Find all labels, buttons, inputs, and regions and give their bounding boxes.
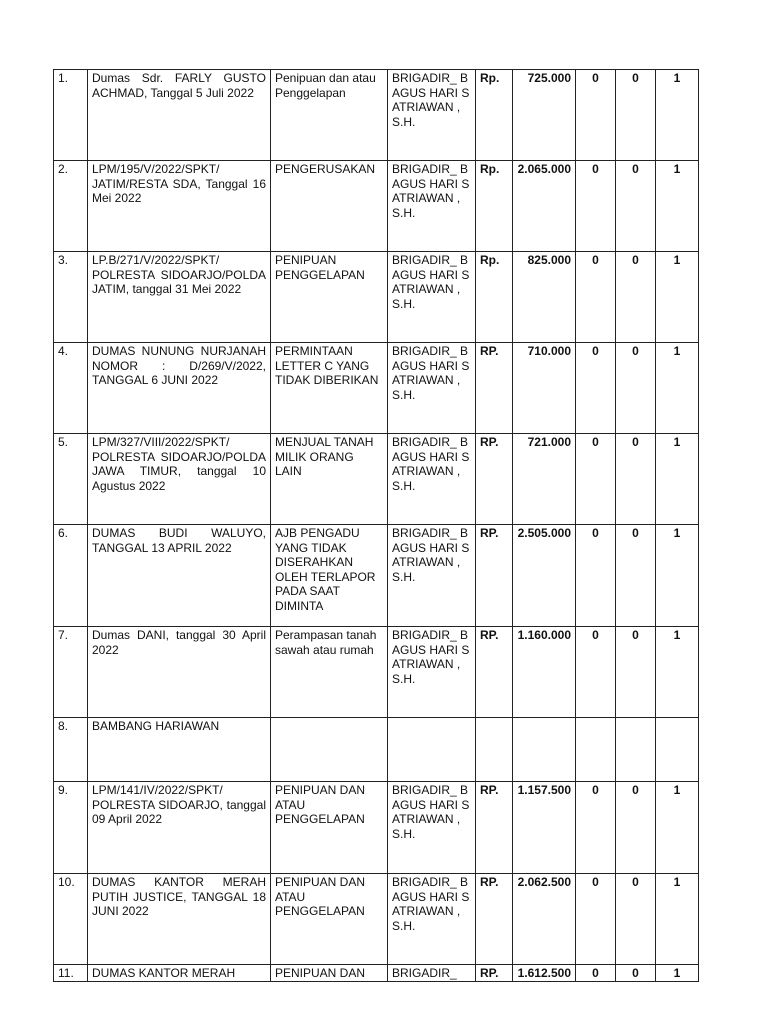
count-col-1 <box>576 718 616 782</box>
case-type: PENIPUAN DAN ATAU PENGGELAPAN <box>271 874 388 965</box>
investigator-name <box>388 718 476 782</box>
count-col-3: 1 <box>656 70 699 161</box>
report-description: DUMAS KANTOR MERAH <box>88 965 271 982</box>
currency-label: Rp. <box>476 161 513 252</box>
report-description: LP.B/271/V/2022/SPKT/ POLRESTA SIDOARJO/POLDA JATIM, tanggal 31 Mei 2022 <box>88 252 271 343</box>
table-row <box>54 874 699 965</box>
report-description: LPM/141/IV/2022/SPKT/ POLRESTA SIDOARJO, tanggal 09 April 2022 <box>88 782 271 874</box>
case-type: Penipuan dan atau Penggelapan <box>271 70 388 161</box>
investigator-name: BRIGADIR_ BAGUS HARI SATRIAWAN , S.H. <box>388 161 476 252</box>
case-type: MENJUAL TANAH MILIK ORANG LAIN <box>271 434 388 525</box>
count-col-2: 0 <box>616 252 656 343</box>
count-col-1: 0 <box>576 874 616 965</box>
investigator-name: BRIGADIR_ BAGUS HARI SATRIAWAN , S.H. <box>388 525 476 627</box>
count-col-2: 0 <box>616 343 656 434</box>
count-col-2: 0 <box>616 70 656 161</box>
currency-label: RP. <box>476 782 513 874</box>
count-col-3: 1 <box>656 874 699 965</box>
row-number: 7. <box>54 627 88 718</box>
case-type: PERMINTAAN LETTER C YANG TIDAK DIBERIKAN <box>271 343 388 434</box>
amount-value: 710.000 <box>513 343 576 434</box>
currency-label: RP. <box>476 627 513 718</box>
row-number: 3. <box>54 252 88 343</box>
row-number: 10. <box>54 874 88 965</box>
count-col-2: 0 <box>616 782 656 874</box>
investigator-name: BRIGADIR_ <box>388 965 476 982</box>
count-col-3: 1 <box>656 161 699 252</box>
count-col-3: 1 <box>656 434 699 525</box>
table-row <box>54 627 699 718</box>
table-row <box>54 782 699 874</box>
count-col-3 <box>656 718 699 782</box>
currency-label <box>476 718 513 782</box>
currency-label: RP. <box>476 343 513 434</box>
amount-value: 725.000 <box>513 70 576 161</box>
table-row <box>54 965 699 982</box>
investigator-name: BRIGADIR_ BAGUS HARI SATRIAWAN , S.H. <box>388 343 476 434</box>
table-row <box>54 343 699 434</box>
case-type: Perampasan tanah sawah atau rumah <box>271 627 388 718</box>
case-type: AJB PENGADU YANG TIDAK DISERAHKAN OLEH TERLAPOR PADA SAAT DIMINTA <box>271 525 388 627</box>
currency-label: RP. <box>476 874 513 965</box>
table-row <box>54 434 699 525</box>
count-col-1: 0 <box>576 70 616 161</box>
case-type <box>271 718 388 782</box>
investigator-name: BRIGADIR_ BAGUS HARI SATRIAWAN , S.H. <box>388 874 476 965</box>
count-col-2 <box>616 718 656 782</box>
currency-label: RP. <box>476 434 513 525</box>
table-row <box>54 252 699 343</box>
row-number: 2. <box>54 161 88 252</box>
case-type: PENIPUAN PENGGELAPAN <box>271 252 388 343</box>
row-number: 6. <box>54 525 88 627</box>
report-description: Dumas DANI, tanggal 30 April 2022 <box>88 627 271 718</box>
count-col-3: 1 <box>656 627 699 718</box>
investigator-name: BRIGADIR_ BAGUS HARI SATRIAWAN , S.H. <box>388 70 476 161</box>
count-col-2: 0 <box>616 525 656 627</box>
case-type: PENIPUAN DAN <box>271 965 388 982</box>
amount-value: 2.065.000 <box>513 161 576 252</box>
currency-label: Rp. <box>476 252 513 343</box>
table-row <box>54 161 699 252</box>
count-col-1: 0 <box>576 343 616 434</box>
count-col-1: 0 <box>576 161 616 252</box>
investigator-name: BRIGADIR_ BAGUS HARI SATRIAWAN , S.H. <box>388 434 476 525</box>
currency-label: Rp. <box>476 70 513 161</box>
count-col-1: 0 <box>576 627 616 718</box>
count-col-3: 1 <box>656 965 699 982</box>
count-col-3: 1 <box>656 525 699 627</box>
amount-value: 721.000 <box>513 434 576 525</box>
report-description: DUMAS NUNUNG NURJANAH NOMOR : D/269/V/2022, TANGGAL 6 JUNI 2022 <box>88 343 271 434</box>
row-number: 1. <box>54 70 88 161</box>
case-type: PENIPUAN DAN ATAU PENGGELAPAN <box>271 782 388 874</box>
count-col-3: 1 <box>656 252 699 343</box>
case-table <box>53 69 699 982</box>
table-row <box>54 70 699 161</box>
row-number: 4. <box>54 343 88 434</box>
count-col-1: 0 <box>576 965 616 982</box>
amount-value: 1.612.500 <box>513 965 576 982</box>
count-col-2: 0 <box>616 161 656 252</box>
count-col-1: 0 <box>576 525 616 627</box>
report-description: BAMBANG HARIAWAN <box>88 718 271 782</box>
count-col-2: 0 <box>616 874 656 965</box>
amount-value: 2.505.000 <box>513 525 576 627</box>
report-description: DUMAS KANTOR MERAH PUTIH JUSTICE, TANGGAL 18 JUNI 2022 <box>88 874 271 965</box>
investigator-name: BRIGADIR_ BAGUS HARI SATRIAWAN , S.H. <box>388 782 476 874</box>
row-number: 11. <box>54 965 88 982</box>
report-description: Dumas Sdr. FARLY GUSTO ACHMAD, Tanggal 5 Juli 2022 <box>88 70 271 161</box>
count-col-2: 0 <box>616 434 656 525</box>
count-col-1: 0 <box>576 782 616 874</box>
count-col-2: 0 <box>616 627 656 718</box>
row-number: 5. <box>54 434 88 525</box>
investigator-name: BRIGADIR_ BAGUS HARI SATRIAWAN , S.H. <box>388 252 476 343</box>
count-col-2: 0 <box>616 965 656 982</box>
table-row <box>54 718 699 782</box>
count-col-1: 0 <box>576 252 616 343</box>
amount-value: 1.160.000 <box>513 627 576 718</box>
currency-label: RP. <box>476 525 513 627</box>
currency-label: RP. <box>476 965 513 982</box>
row-number: 8. <box>54 718 88 782</box>
count-col-3: 1 <box>656 782 699 874</box>
report-description: LPM/195/V/2022/SPKT/ JATIM/RESTA SDA, Tanggal 16 Mei 2022 <box>88 161 271 252</box>
table-row <box>54 525 699 627</box>
amount-value: 1.157.500 <box>513 782 576 874</box>
count-col-1: 0 <box>576 434 616 525</box>
case-type: PENGERUSAKAN <box>271 161 388 252</box>
amount-value <box>513 718 576 782</box>
report-description: LPM/327/VIII/2022/SPKT/ POLRESTA SIDOARJO/POLDA JAWA TIMUR, tanggal 10 Agustus 2022 <box>88 434 271 525</box>
investigator-name: BRIGADIR_ BAGUS HARI SATRIAWAN , S.H. <box>388 627 476 718</box>
amount-value: 825.000 <box>513 252 576 343</box>
report-description: DUMAS BUDI WALUYO, TANGGAL 13 APRIL 2022 <box>88 525 271 627</box>
count-col-3: 1 <box>656 343 699 434</box>
amount-value: 2.062.500 <box>513 874 576 965</box>
row-number: 9. <box>54 782 88 874</box>
